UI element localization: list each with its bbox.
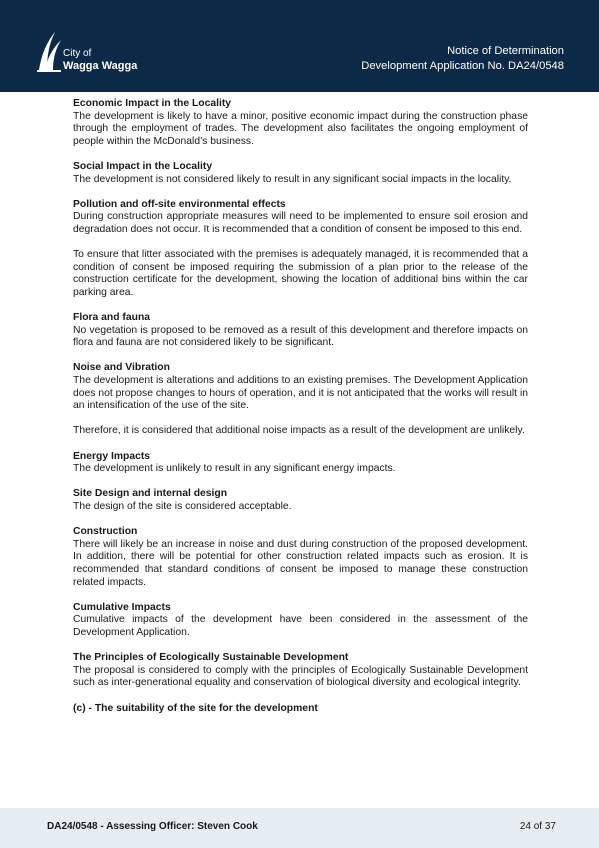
section-heading: Energy Impacts bbox=[73, 450, 151, 462]
document-title-block bbox=[361, 44, 564, 73]
section-paragraph: The development is not considered likely to result in any significant social impacts in the locality. bbox=[73, 173, 512, 185]
section-energy-impacts bbox=[73, 451, 528, 476]
document-title: Notice of Determination bbox=[447, 45, 564, 57]
section-paragraph: The development is alterations and additions to an existing premises. The Development Application does not propose changes to hours of operation, and it is not anticipated that the works will result in an intensification of the use of the site. bbox=[73, 375, 528, 412]
document-body bbox=[73, 98, 528, 715]
section-heading: Social Impact in the Locality bbox=[73, 160, 213, 172]
page-footer bbox=[0, 808, 599, 848]
section-heading: Site Design and internal design bbox=[73, 488, 228, 500]
site-suitability-heading: (c) - The suitability of the site for the development bbox=[73, 702, 318, 714]
section-esd-principles bbox=[73, 652, 528, 690]
logo-text bbox=[63, 48, 137, 72]
section-paragraph: Cumulative impacts of the development have been considered in the assessment of the Development Application. bbox=[73, 614, 528, 638]
section-noise-vibration bbox=[73, 362, 528, 438]
section-flora-fauna bbox=[73, 312, 528, 350]
section-heading: Cumulative Impacts bbox=[73, 601, 171, 613]
section-heading: Construction bbox=[73, 526, 138, 538]
section-heading: Noise and Vibration bbox=[73, 362, 170, 374]
page-header bbox=[0, 0, 599, 92]
section-paragraph: During construction appropriate measures will need to be implemented to ensure soil erosion and degradation does not occur. It is recommended that a condition of consent be imposed to this end. bbox=[73, 211, 528, 235]
section-paragraph: To ensure that litter associated with the premises is adequately managed, it is recommended that a condition of consent be imposed requiring the submission of a plan prior to the release of the construction certificate for the development, showing the location of additional bins within the car parking area. bbox=[73, 249, 528, 298]
section-heading: The Principles of Ecologically Sustainable Development bbox=[73, 652, 349, 664]
section-heading: Flora and fauna bbox=[73, 312, 151, 324]
section-paragraph: The development is unlikely to result in any significant energy impacts. bbox=[73, 463, 396, 475]
logo-line-1: City of bbox=[63, 48, 92, 59]
city-logo bbox=[35, 30, 145, 78]
footer-officer: DA24/0548 - Assessing Officer: Steven Cook bbox=[47, 821, 258, 832]
section-social-impact bbox=[73, 161, 528, 186]
section-site-design bbox=[73, 488, 528, 513]
section-heading: Pollution and off-site environmental effects bbox=[73, 198, 286, 210]
page-number: 24 of 37 bbox=[519, 821, 556, 832]
section-paragraph: The development is likely to have a minor, positive economic impact during the construction phase through the employment of trades. The development also facilitates the ongoing employment of people within the McDonald’s business. bbox=[73, 110, 528, 147]
section-paragraph: The proposal is considered to comply with the principles of Ecologically Sustainable Development such as inter-generational equality and conservation of biological diversity and ecological integrity. bbox=[73, 664, 528, 689]
section-heading: Economic Impact in the Locality bbox=[73, 98, 232, 109]
logo-line-2: Wagga Wagga bbox=[63, 60, 138, 72]
section-paragraph: There will likely be an increase in noise and dust during construction of the proposed development. In addition, there will be potential for other construction related impacts such as erosion. It is recommended that standard conditions of consent be imposed to manage these construction related impacts. bbox=[73, 538, 528, 588]
wagga-wagga-emblem-icon bbox=[35, 30, 65, 74]
section-paragraph: No vegetation is proposed to be removed as a result of this development and therefore impacts on flora and fauna are not considered likely to be significant. bbox=[73, 324, 528, 349]
document-subtitle: Development Application No. DA24/0548 bbox=[361, 59, 564, 72]
section-paragraph: Therefore, it is considered that additional noise impacts as a result of the development are unlikely. bbox=[73, 425, 525, 437]
section-economic-impact bbox=[73, 98, 528, 148]
section-pollution bbox=[73, 199, 528, 300]
section-paragraph: The design of the site is considered acceptable. bbox=[73, 501, 292, 512]
section-cumulative-impacts bbox=[73, 602, 528, 640]
section-construction bbox=[73, 526, 528, 589]
